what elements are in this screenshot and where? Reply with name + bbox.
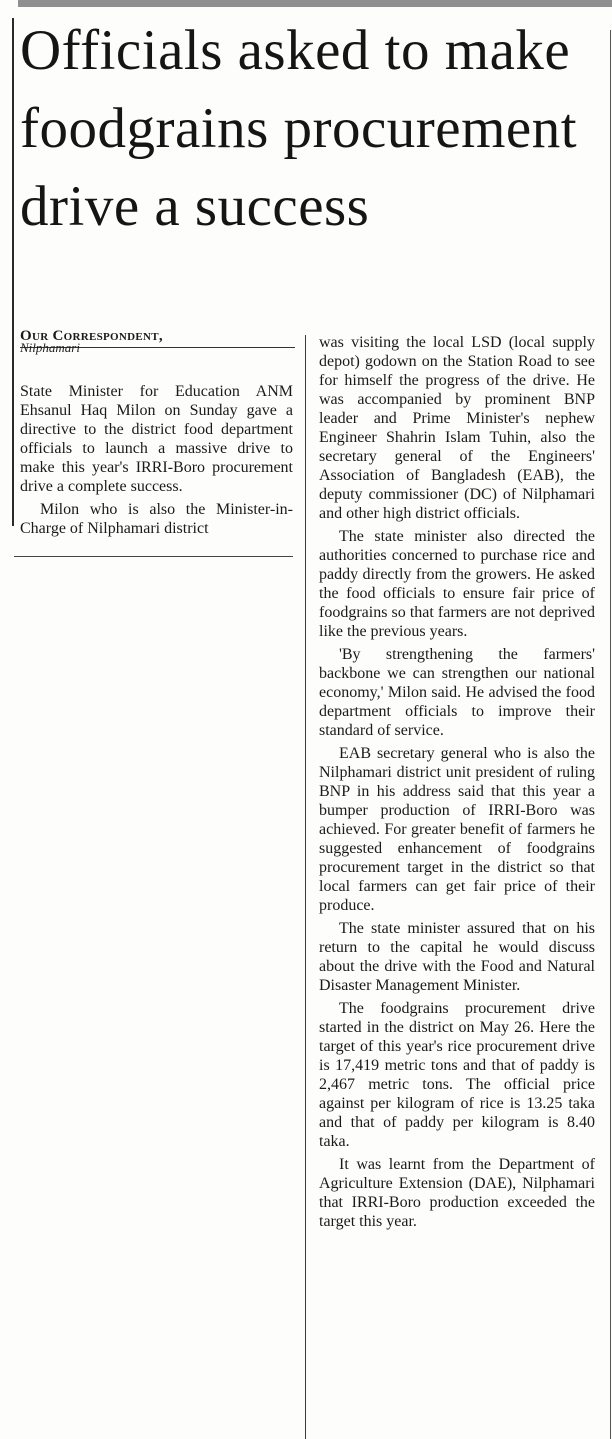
article-paragraph: 'By strengthening the farmers' backbone we can strengthen our national economy,' Milon said. He advised the food department officials to improve their standard of service. (319, 646, 595, 739)
right-edge-rule (610, 30, 611, 1439)
article-column-right (319, 333, 595, 1231)
column-divider (305, 335, 306, 1439)
byline-place: Nilphamari (20, 340, 80, 355)
byline-name: Our Correspondent, (20, 328, 163, 344)
left-rule (12, 18, 14, 526)
article-paragraph: State Minister for Education ANM Ehsanul Haq Milon on Sunday gave a directive to the district food department officials to launch a massive drive to make this year's IRRI-Boro procurement drive a complete success. (20, 383, 293, 495)
article-paragraph: EAB secretary general who is also the Nilphamari district unit president of ruling BNP in his address said that this year a bumper production of IRRI-Boro was achieved. For greater benefit of farmers he suggested enhancement of foodgrains procurement target in the district so that local farmers can get fair price of their produce. (319, 745, 595, 914)
article-paragraph: Milon who is also the Minister-in-Charge of Nilphamari district (20, 501, 293, 537)
top-rule (18, 0, 612, 7)
column-end-rule (14, 556, 293, 557)
article-paragraph: The state minister assured that on his return to the capital he would discuss about the drive with the Food and Natural Disaster Management Minister. (319, 920, 595, 994)
article-paragraph: The foodgrains procurement drive started in the district on May 26. Here the target of this year's rice procurement drive is 17,419 metric tons and that of paddy is 2,467 metric tons. The official price against per kilogram of rice is 13.25 taka and that of paddy per kilogram is 8.40 taka. (319, 1000, 595, 1150)
article-paragraph: was visiting the local LSD (local supply depot) godown on the Station Road to see for himself the progress of the drive. He was accompanied by prominent BNP leader and Prime Minister's nephew Engineer Shahrin Islam Tuhin, also the secretary general of the Engineers' Association of Bangladesh (EAB), the deputy commissioner (DC) of Nilphamari and other high district officials. (319, 334, 595, 522)
article-paragraph: It was learnt from the Department of Agriculture Extension (DAE), Nilphamari that IRRI-Boro production exceeded the target this year. (319, 1156, 595, 1230)
headline: Officials asked to make foodgrains procurement drive a success (20, 19, 578, 238)
byline (20, 327, 295, 354)
article-column-left (20, 382, 293, 538)
article-paragraph: The state minister also directed the authorities concerned to purchase rice and paddy directly from the growers. He asked the food officials to ensure fair price of foodgrains so that farmers are not deprived like the previous years. (319, 528, 595, 640)
